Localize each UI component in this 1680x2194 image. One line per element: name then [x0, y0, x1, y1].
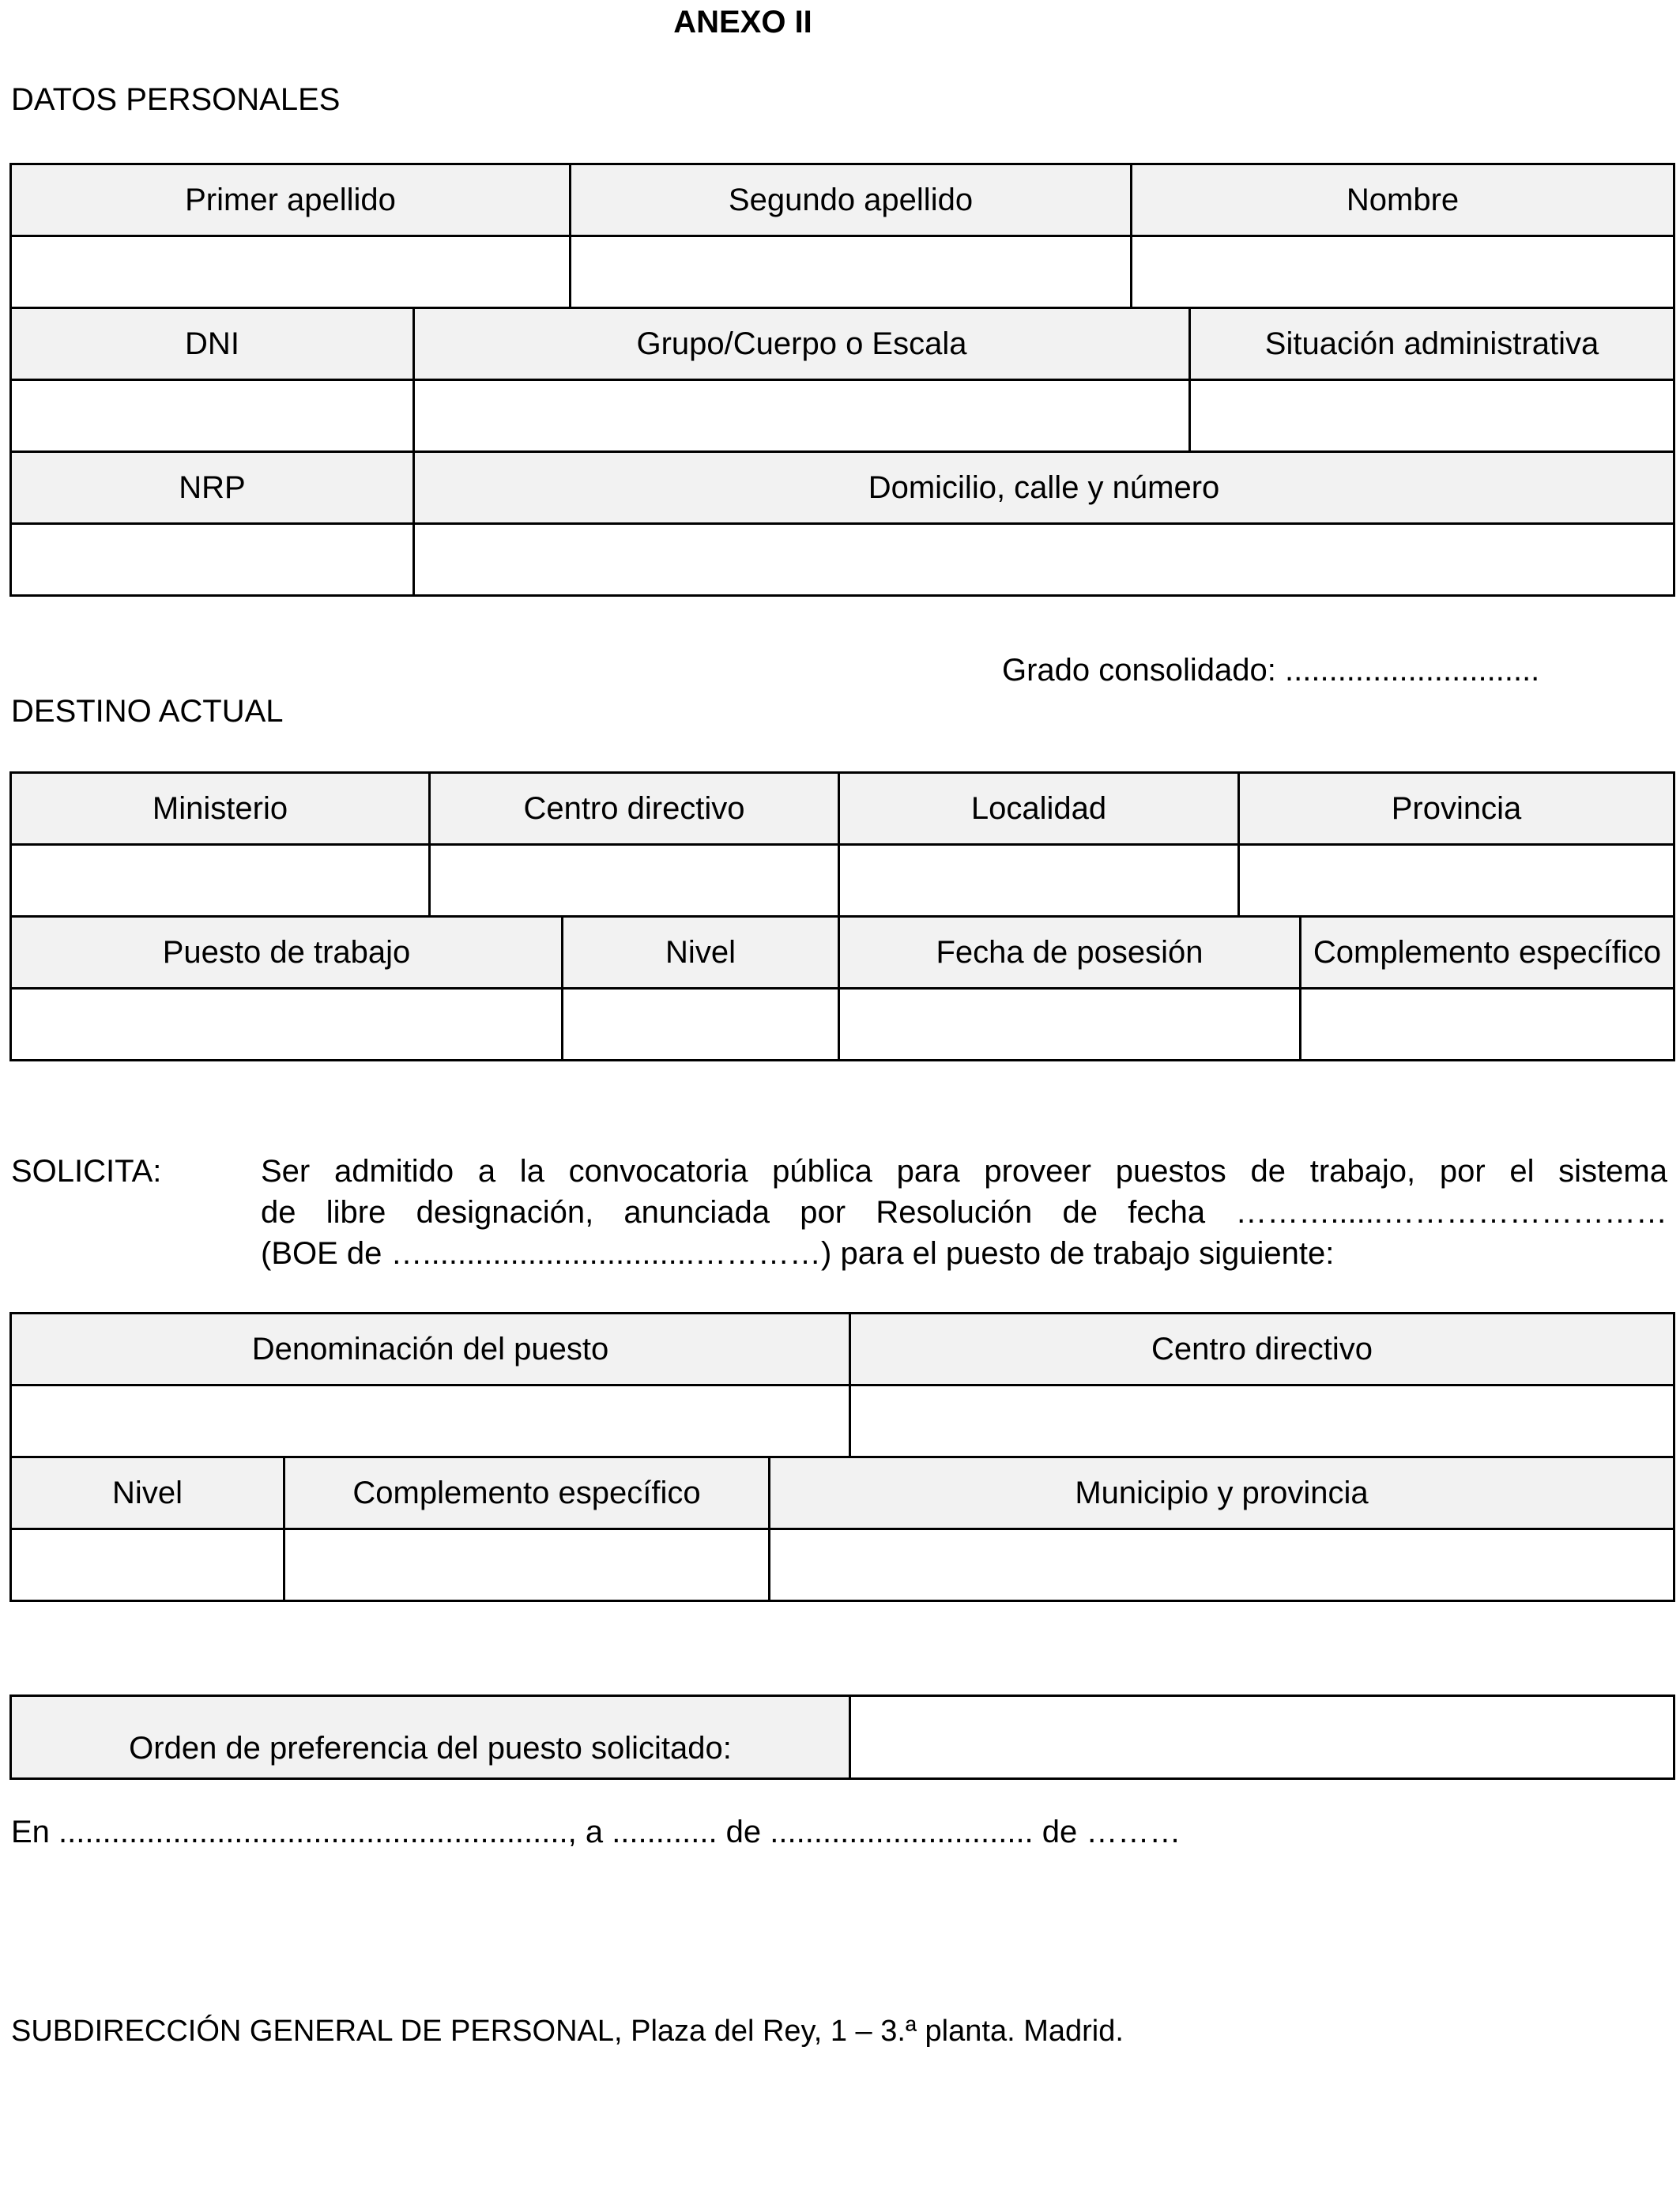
label-denominacion-del-puesto: Denominación del puesto: [11, 1314, 850, 1385]
label-orden-de-preferencia: Orden de preferencia del puesto solicitado:: [11, 1696, 850, 1779]
label-domicilio: Domicilio, calle y número: [414, 452, 1674, 524]
section-heading-datos-personales: DATOS PERSONALES: [11, 82, 341, 117]
solicita-line-2: de libre designación, anunciada por Resolución de fecha ………......………………………: [261, 1195, 1667, 1230]
section-heading-destino-actual: DESTINO ACTUAL: [11, 694, 284, 729]
nombre-field[interactable]: [1132, 236, 1674, 308]
solicita-line-1: Ser admitido a la convocatoria pública para proveer puestos de trabajo, por el sistema: [261, 1154, 1667, 1189]
provincia-field[interactable]: [1239, 845, 1674, 917]
label-grupo-cuerpo-escala: Grupo/Cuerpo o Escala: [414, 308, 1190, 380]
label-nrp: NRP: [11, 452, 414, 524]
label-fecha-de-posesion: Fecha de posesión: [839, 917, 1301, 989]
puesto-de-trabajo-field[interactable]: [11, 989, 563, 1061]
puesto-solicitado-table: [9, 1312, 1675, 1602]
datos-personales-table: [9, 163, 1675, 597]
grupo-cuerpo-escala-field[interactable]: [414, 380, 1190, 452]
label-dni: DNI: [11, 308, 414, 380]
centro-directivo-actual-field[interactable]: [430, 845, 839, 917]
solicita-text: [261, 1151, 1667, 1274]
nrp-field[interactable]: [11, 524, 414, 596]
denominacion-del-puesto-field[interactable]: [11, 1385, 850, 1457]
centro-directivo-solicitado-field[interactable]: [850, 1385, 1674, 1457]
complemento-especifico-actual-field[interactable]: [1301, 989, 1674, 1061]
document-title: ANEXO II: [673, 5, 812, 40]
nivel-actual-field[interactable]: [563, 989, 839, 1061]
orden-preferencia-table: [9, 1695, 1675, 1780]
label-puesto-de-trabajo: Puesto de trabajo: [11, 917, 563, 989]
label-nivel-solicitado: Nivel: [11, 1457, 284, 1529]
footer-address: SUBDIRECCIÓN GENERAL DE PERSONAL, Plaza del Rey, 1 – 3.ª planta. Madrid.: [11, 2015, 1124, 2048]
solicita-line-3: (BOE de …...............................…………) para el puesto de trabajo siguiente:: [261, 1236, 1335, 1271]
label-localidad: Localidad: [839, 773, 1239, 845]
dni-field[interactable]: [11, 380, 414, 452]
label-complemento-especifico-actual: Complemento específico: [1301, 917, 1674, 989]
primer-apellido-field[interactable]: [11, 236, 571, 308]
label-centro-directivo-actual: Centro directivo: [430, 773, 839, 845]
municipio-y-provincia-field[interactable]: [770, 1529, 1674, 1601]
label-ministerio: Ministerio: [11, 773, 430, 845]
situacion-administrativa-field[interactable]: [1190, 380, 1674, 452]
label-centro-directivo-solicitado: Centro directivo: [850, 1314, 1674, 1385]
label-complemento-especifico-solicitado: Complemento específico: [284, 1457, 770, 1529]
complemento-especifico-solicitado-field[interactable]: [284, 1529, 770, 1601]
lugar-fecha-line: En .........................................................., a ............ de .............................. de ………: [11, 1815, 1181, 1849]
label-situacion-administrativa: Situación administrativa: [1190, 308, 1674, 380]
solicita-label: SOLICITA:: [11, 1154, 162, 1189]
localidad-field[interactable]: [839, 845, 1239, 917]
label-primer-apellido: Primer apellido: [11, 164, 571, 236]
label-nombre: Nombre: [1132, 164, 1674, 236]
label-segundo-apellido: Segundo apellido: [571, 164, 1132, 236]
orden-de-preferencia-field[interactable]: [850, 1696, 1674, 1779]
label-provincia: Provincia: [1239, 773, 1674, 845]
label-nivel-actual: Nivel: [563, 917, 839, 989]
ministerio-field[interactable]: [11, 845, 430, 917]
label-municipio-y-provincia: Municipio y provincia: [770, 1457, 1674, 1529]
domicilio-field[interactable]: [414, 524, 1674, 596]
fecha-de-posesion-field[interactable]: [839, 989, 1301, 1061]
destino-actual-table: [9, 771, 1675, 1061]
segundo-apellido-field[interactable]: [571, 236, 1132, 308]
nivel-solicitado-field[interactable]: [11, 1529, 284, 1601]
grado-consolidado-line: Grado consolidado: .............................: [1002, 653, 1540, 688]
